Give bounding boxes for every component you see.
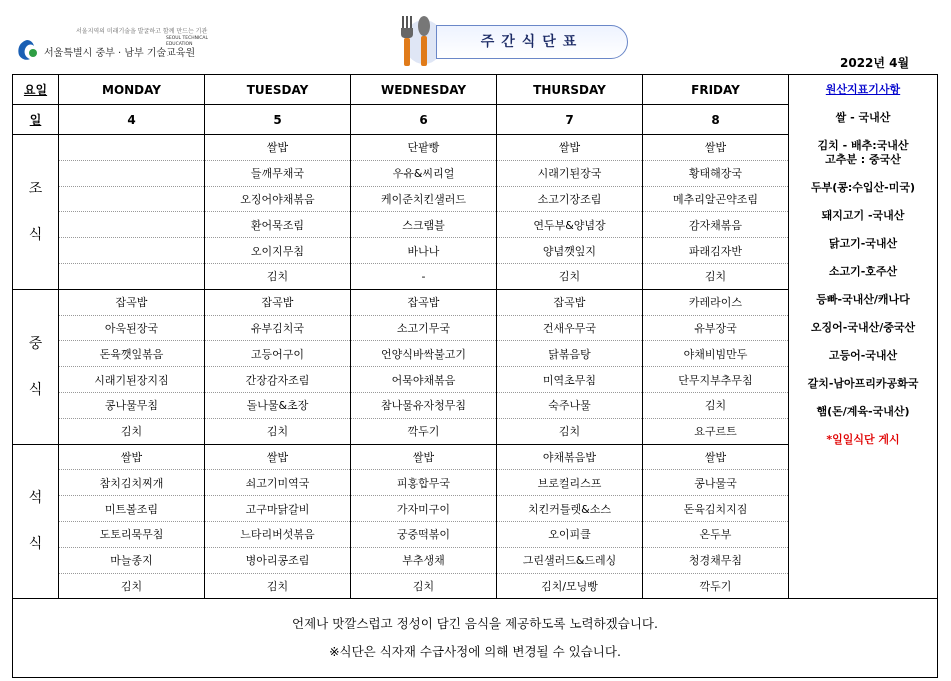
menu-item: 시래기된장국 [497,160,643,186]
origin-note-line: 햄(돈/계육-국내산) [816,405,910,418]
menu-item: 건새우무국 [497,315,643,341]
menu-item: 잡곡밥 [351,289,497,315]
menu-item: 쌀밥 [205,135,351,161]
menu-item: 미역초무침 [497,367,643,393]
weekday-name: THURSDAY [497,75,643,105]
menu-item: 어묵야채볶음 [351,367,497,393]
menu-item: 잡곡밥 [497,289,643,315]
menu-item: 스크램블 [351,212,497,238]
meal-label: 중 식 [13,289,59,444]
menu-item: 가자미구이 [351,496,497,522]
menu-item: 케이준치킨샐러드 [351,186,497,212]
menu-item: 오이피클 [497,521,643,547]
weekday-name: TUESDAY [205,75,351,105]
menu-item: 김치 [205,263,351,289]
menu-item: 미트볼조림 [59,496,205,522]
menu-item: 숙주나물 [497,392,643,418]
org-logo [14,22,214,62]
menu-item: 소고기무국 [351,315,497,341]
menu-item [59,135,205,161]
menu-item: 김치 [59,418,205,444]
menu-item: 참나물유자청무침 [351,392,497,418]
menu-item: 김치 [59,573,205,599]
menu-item: 유부김치국 [205,315,351,341]
menu-item: 김치 [205,418,351,444]
menu-item: 돈육김치지짐 [643,496,789,522]
menu-item: 쌀밥 [643,444,789,470]
menu-item: 콩나물무침 [59,392,205,418]
page-header [0,0,951,72]
footer-row [13,599,938,678]
menu-item: 고등어구이 [205,341,351,367]
menu-item: 돌나물&초장 [205,392,351,418]
daily-menu-notice: *일일식단 게시 [826,433,900,446]
sub-logo-text: SEOUL TECHNICAL EDUCATION [166,36,209,47]
menu-item: 김치 [643,263,789,289]
menu-item: 단무지부추무침 [643,367,789,393]
menu-item: 잡곡밥 [205,289,351,315]
meal-label: 조 식 [13,135,59,290]
menu-item: 연두부&양념장 [497,212,643,238]
menu-item: 김치 [497,263,643,289]
weekday-name: FRIDAY [643,75,789,105]
day-date: 5 [205,105,351,135]
org-tagline: 서울지역의 미래기술을 발굴하고 함께 만드는 기관 [76,28,208,35]
menu-item: 그린샐러드&드레싱 [497,547,643,573]
weekday-name: MONDAY [59,75,205,105]
origin-notes [789,75,938,599]
menu-item: 쌀밥 [59,444,205,470]
menu-item: 아욱된장국 [59,315,205,341]
menu-item: 간장감자조림 [205,367,351,393]
origin-note-line: 김치 - 배추:국내산 고추분 : 중국산 [817,139,909,166]
menu-item: 온두부 [643,521,789,547]
menu-item: 쇠고기미역국 [205,470,351,496]
origin-note-line: 닭고기-국내산 [828,237,898,250]
menu-item: 환어묵조림 [205,212,351,238]
menu-date: 2022년 4월 [840,56,910,70]
org-name: 서울특별시 중부 · 남부 기술교육원 [44,48,196,59]
menu-item: 쌀밥 [497,135,643,161]
menu-item: 고구마닭갈비 [205,496,351,522]
day-date: 6 [351,105,497,135]
menu-item: 오이지무침 [205,238,351,264]
meal-label: 석 식 [13,444,59,599]
menu-item: 우유&씨리얼 [351,160,497,186]
menu-item: 황태해장국 [643,160,789,186]
footer-line-1: 언제나 맛깔스럽고 정성이 담긴 음식을 제공하도록 노력하겠습니다. [292,616,658,632]
menu-item: 김치 [497,418,643,444]
menu-item: 소고기장조림 [497,186,643,212]
menu-item: 메추리알곤약조림 [643,186,789,212]
menu-item: 바나나 [351,238,497,264]
origin-note-line: 오징어-국내산/중국산 [810,321,916,334]
menu-item: 김치 [643,392,789,418]
menu-item: 요구르트 [643,418,789,444]
menu-item: 언양식바싹불고기 [351,341,497,367]
menu-item [59,160,205,186]
day-label: 일 [13,105,59,135]
menu-item: 시래기된장지짐 [59,367,205,393]
menu-item: 청경채무침 [643,547,789,573]
menu-item: - [351,263,497,289]
menu-item: 브로컬리스프 [497,470,643,496]
menu-item [59,238,205,264]
menu-item: 깍두기 [351,418,497,444]
menu-item: 느타리버섯볶음 [205,521,351,547]
page-title: 주간식단표 [436,25,628,59]
seoul-emblem-icon [14,38,40,62]
menu-item: 카레라이스 [643,289,789,315]
day-date: 4 [59,105,205,135]
menu-item: 쌀밥 [643,135,789,161]
menu-item: 들깨무채국 [205,160,351,186]
menu-item: 돈육깻잎볶음 [59,341,205,367]
menu-item: 닭볶음탕 [497,341,643,367]
menu-item: 궁중떡볶이 [351,521,497,547]
menu-item: 유부장국 [643,315,789,341]
origin-note-line: 두부(콩:수입산-미국) [810,181,916,194]
menu-item: 부추생채 [351,547,497,573]
footer-line-2: ※식단은 식자재 수급사정에 의해 변경될 수 있습니다. [329,644,621,660]
menu-item: 야채비빔만두 [643,341,789,367]
menu-item: 김치 [205,573,351,599]
weekday-name: WEDNESDAY [351,75,497,105]
menu-item: 오징어야채볶음 [205,186,351,212]
menu-item: 마늘종지 [59,547,205,573]
menu-item [59,186,205,212]
origin-note-line: 갈치-남아프리카공화국 [807,377,919,390]
origin-note-line: 소고기-호주산 [828,265,898,278]
menu-item: 잡곡밥 [59,289,205,315]
origin-note-line: 돼지고기 -국내산 [821,209,905,222]
menu-item: 파래김자반 [643,238,789,264]
origin-note-line: 쌀 - 국내산 [835,111,891,124]
origin-note-line: 등빠-국내산/캐나다 [816,293,910,306]
footer-notice [13,599,938,678]
menu-item: 단팥빵 [351,135,497,161]
menu-item: 병아리콩조림 [205,547,351,573]
day-date: 8 [643,105,789,135]
menu-item: 치킨커틀렛&소스 [497,496,643,522]
menu-item: 콩나물국 [643,470,789,496]
weekday-label: 요일 [13,75,59,105]
menu-item: 피홍합무국 [351,470,497,496]
menu-item [59,212,205,238]
menu-item: 쌀밥 [351,444,497,470]
fork-spoon-icon [382,12,442,68]
menu-item: 쌀밥 [205,444,351,470]
origin-note-line: 고등어-국내산 [828,349,898,362]
menu-item: 참치김치찌개 [59,470,205,496]
day-date: 7 [497,105,643,135]
menu-item [59,263,205,289]
menu-item: 야채볶음밥 [497,444,643,470]
menu-item: 김치/모닝빵 [497,573,643,599]
origin-notes-title: 원산지표기사항 [825,83,901,96]
menu-item: 김치 [351,573,497,599]
weekday-header-row [13,75,938,105]
menu-item: 감자채볶음 [643,212,789,238]
menu-item: 깍두기 [643,573,789,599]
menu-item: 도토리묵무침 [59,521,205,547]
menu-item: 양념깻잎지 [497,238,643,264]
sub-logo [166,36,208,62]
weekly-menu-table [12,74,938,678]
